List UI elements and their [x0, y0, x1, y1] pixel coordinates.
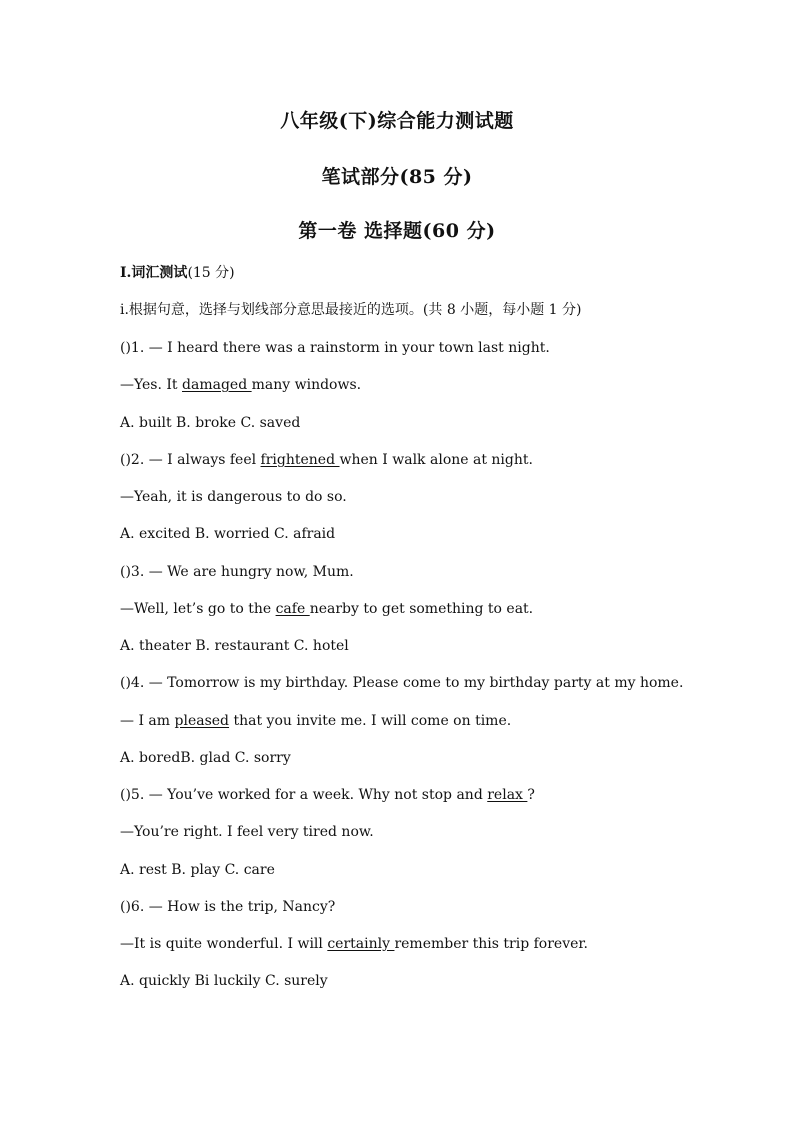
section-heading-score: (15 分): [187, 265, 235, 281]
response-1-underlined: damaged: [182, 377, 252, 393]
response-5: —You’re right. I feel very tired now.: [120, 824, 374, 840]
section-heading: [120, 264, 235, 282]
response-3: [120, 600, 533, 618]
question-6: ()6. — How is the trip, Nancy?: [120, 899, 336, 915]
response-6-text: —It is quite wonderful. I will: [120, 936, 328, 952]
volume-title: 第一卷 选择题(60 分): [298, 220, 496, 242]
question-2-text-end: when I walk alone at night.: [339, 452, 533, 468]
response-6: [120, 935, 588, 953]
response-1-text: —Yes. It: [120, 377, 183, 393]
question-2: [120, 451, 533, 469]
response-1: [120, 376, 361, 394]
section-heading-label: I.词汇测试: [120, 265, 188, 281]
question-3: ()3. — We are hungry now, Mum.: [120, 564, 354, 580]
response-6-underlined: certainly: [327, 936, 395, 952]
response-4-text-end: that you invite me. I will come on time.: [229, 713, 512, 729]
question-2-text: ()2. — I always feel: [120, 452, 261, 468]
question-5-underlined: relax: [487, 787, 528, 803]
response-3-text-end: nearby to get something to eat.: [309, 601, 534, 617]
options-5: A. rest B. play C. care: [120, 862, 275, 878]
response-4-underlined: pleased: [174, 713, 230, 729]
options-3: A. theater B. restaurant C. hotel: [120, 638, 349, 654]
response-4: [120, 712, 511, 730]
options-2: A. excited B. worried C. afraid: [120, 526, 336, 542]
section-instruction: i.根据句意，选择与划线部分意思最接近的选项。(共 8 小题，每小题 1 分): [120, 302, 582, 318]
response-4-text: — I am: [120, 713, 175, 729]
question-5-text: ()5. — You’ve worked for a week. Why not stop and: [120, 787, 488, 803]
part-title: 笔试部分(85 分): [321, 166, 473, 188]
response-3-text: —Well, let’s go to the: [120, 601, 276, 617]
options-4: A. boredB. glad C. sorry: [120, 750, 291, 766]
question-5: [120, 786, 535, 804]
options-6: A. quickly Bi luckily C. surely: [120, 973, 328, 989]
question-2-underlined: frightened: [260, 452, 340, 468]
options-1: A. built B. broke C. saved: [120, 415, 301, 431]
response-3-underlined: cafe: [275, 601, 310, 617]
response-2: —Yeah, it is dangerous to do so.: [120, 489, 347, 505]
response-1-text-end: many windows.: [251, 377, 362, 393]
response-6-text-end: remember this trip forever.: [394, 936, 589, 952]
question-4: ()4. — Tomorrow is my birthday. Please come to my birthday party at my home.: [120, 675, 684, 691]
question-5-text-end: ?: [527, 787, 535, 803]
question-1: ()1. — I heard there was a rainstorm in your town last night.: [120, 340, 550, 356]
document-title: 八年级(下)综合能力测试题: [280, 110, 514, 132]
